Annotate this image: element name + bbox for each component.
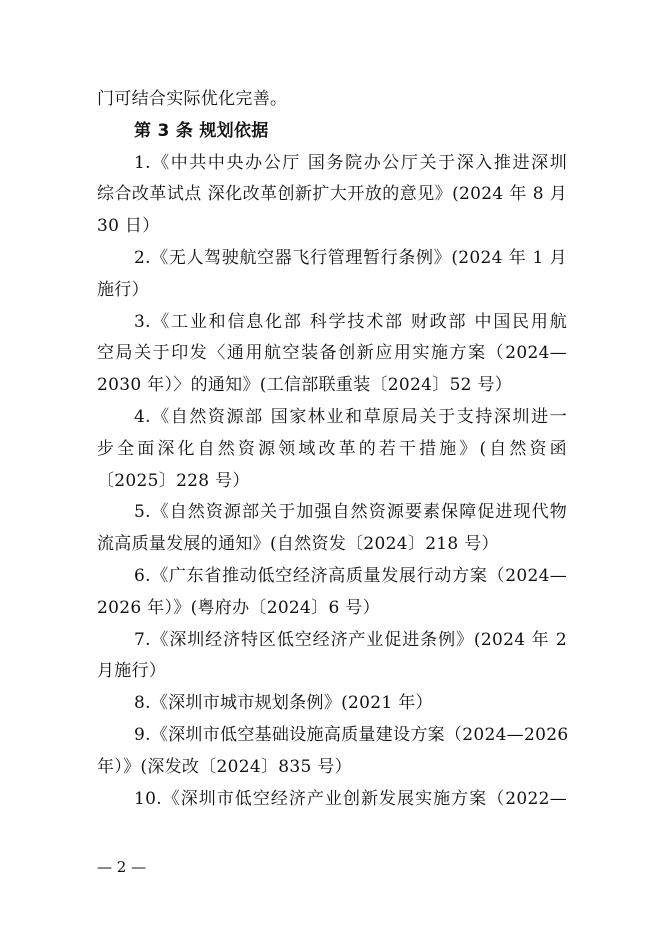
reference-3-line-1: 3.《工业和信息化部 科学技术部 财政部 中国民用航 — [134, 311, 567, 332]
reference-2-line-2: 施行） — [97, 279, 149, 300]
reference-4-line-2: 步全面深化自然资源领域改革的若干措施》(自然资函 — [97, 438, 567, 459]
reference-5-line-1: 5.《自然资源部关于加强自然资源要素保障促进现代物 — [134, 502, 567, 523]
reference-3-line-2: 空局关于印发〈通用航空装备创新应用实施方案（2024— — [97, 343, 567, 364]
reference-5-line-2: 流高质量发展的通知》(自然资发〔2024〕218 号） — [97, 534, 499, 555]
reference-1-line-1: 1.《中共中央办公厅 国务院办公厅关于深入推进深圳 — [134, 152, 567, 173]
reference-6-line-2: 2026 年）》(粤府办〔2024〕6 号） — [97, 597, 380, 618]
reference-1-line-2: 综合改革试点 深化改革创新扩大开放的意见》(2024 年 8 月 — [97, 184, 567, 205]
reference-1-line-3: 30 日） — [97, 216, 160, 237]
reference-9-line-2: 年）》(深发改〔2024〕835 号） — [97, 756, 352, 777]
reference-3-line-3: 2030 年）〉的通知》(工信部联重装〔2024〕52 号） — [97, 375, 513, 396]
section-heading: 第 3 条 规划依据 — [134, 120, 269, 141]
page-number: — 2 — — [97, 858, 147, 876]
reference-4-line-3: 〔2025〕228 号） — [97, 470, 250, 491]
reference-2-line-1: 2.《无人驾驶航空器飞行管理暂行条例》(2024 年 1 月 — [134, 247, 567, 268]
reference-7-line-2: 月施行） — [97, 661, 167, 682]
reference-8-line-1: 8.《深圳市城市规划条例》(2021 年） — [134, 693, 433, 714]
reference-4-line-1: 4.《自然资源部 国家林业和草原局关于支持深圳进一 — [134, 406, 567, 427]
reference-10-line-1: 10.《深圳市低空经济产业创新发展实施方案（2022— — [134, 788, 567, 809]
document-body — [97, 84, 567, 815]
reference-9-line-1: 9.《深圳市低空基础设施高质量建设方案（2024—2026 — [134, 724, 569, 745]
reference-6-line-1: 6.《广东省推动低空经济高质量发展行动方案（2024— — [134, 565, 567, 586]
reference-7-line-1: 7.《深圳经济特区低空经济产业促进条例》(2024 年 2 — [134, 629, 567, 650]
text-line: 门可结合实际优化完善。 — [97, 89, 288, 109]
